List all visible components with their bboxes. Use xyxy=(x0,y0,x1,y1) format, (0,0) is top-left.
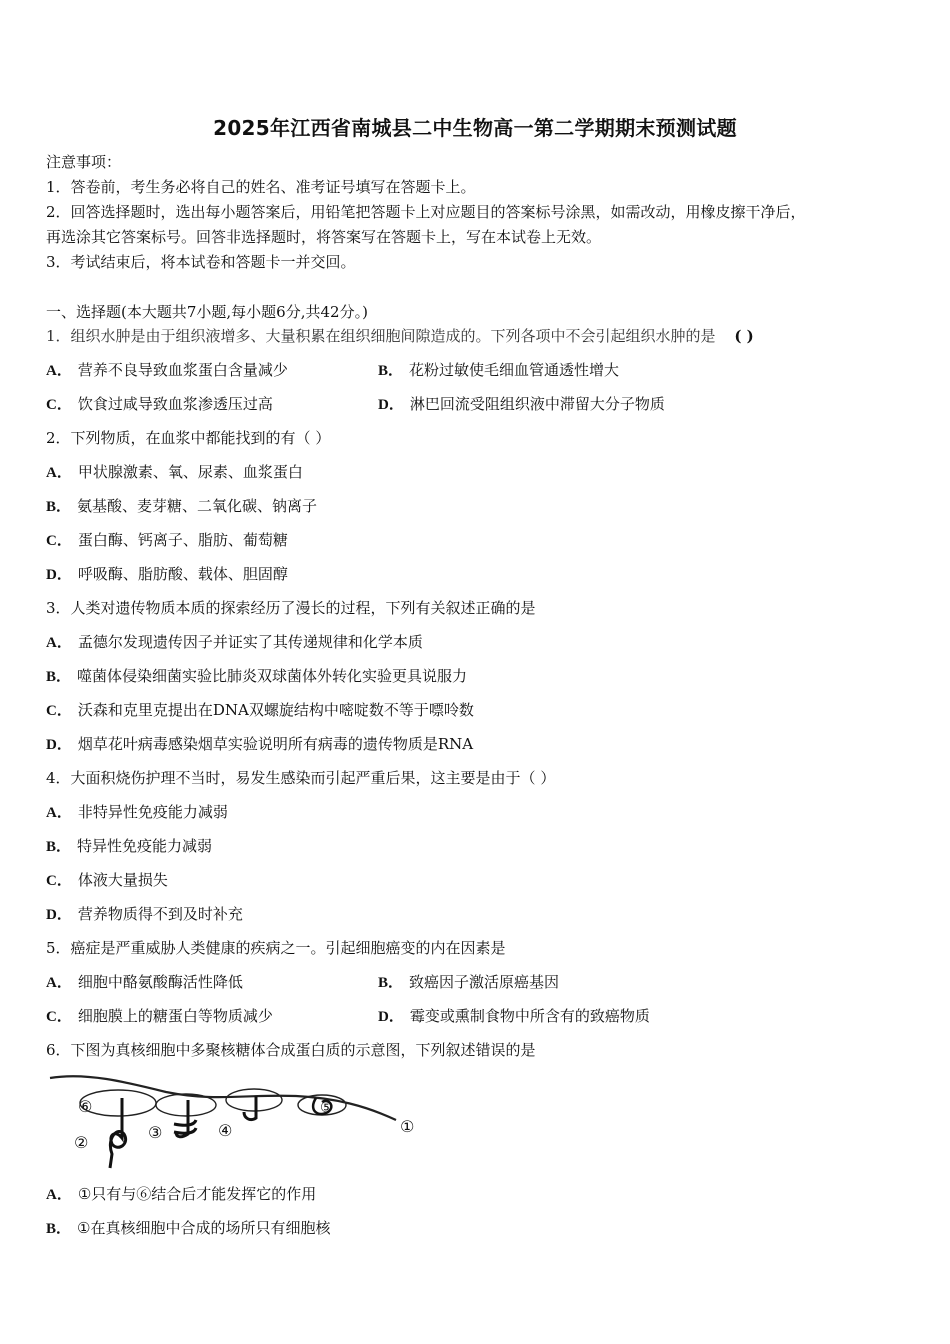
figure-label-2: ② xyxy=(74,1133,89,1152)
option-a[interactable]: A． ①只有与⑥结合后才能发挥它的作用 xyxy=(46,1185,317,1203)
option-b[interactable]: B． 花粉过敏使毛细血管通透性增大 xyxy=(378,361,620,379)
question-3-stem: 3．人类对遗传物质本质的探索经历了漫长的过程，下列有关叙述正确的是 xyxy=(46,599,536,617)
figure-label-3: ③ xyxy=(148,1123,163,1142)
option-b[interactable]: B． 特异性免疫能力减弱 xyxy=(46,837,213,855)
polyribosome-diagram xyxy=(46,1068,436,1174)
mrna-strand xyxy=(50,1076,396,1120)
figure-label-1: ① xyxy=(400,1117,415,1136)
option-d[interactable]: D． 呼吸酶、脂肪酸、载体、胆固醇 xyxy=(46,565,288,583)
option-c[interactable]: C． 体液大量损失 xyxy=(46,871,168,889)
option-c[interactable]: C． 饮食过咸导致血浆渗透压过高 xyxy=(46,395,273,413)
option-c[interactable]: C． 细胞膜上的糖蛋白等物质减少 xyxy=(46,1007,273,1025)
option-d[interactable]: D． 淋巴回流受阻组织液中滞留大分子物质 xyxy=(378,395,665,413)
question-5-options-row-1 xyxy=(46,972,906,993)
option-b[interactable]: B． 氨基酸、麦芽糖、二氧化碳、钠离子 xyxy=(46,497,318,515)
polypeptide-chain-4 xyxy=(244,1096,256,1120)
section-heading: 一、选择题(本大题共7小题,每小题6分,共42分。) xyxy=(46,303,368,321)
question-1-options-row-2 xyxy=(46,394,906,415)
ribosome-3 xyxy=(226,1089,282,1111)
option-a[interactable]: A． 营养不良导致血浆蛋白含量减少 xyxy=(46,361,288,379)
option-a[interactable]: A． 非特异性免疫能力减弱 xyxy=(46,803,228,821)
option-d[interactable]: D． 霉变或熏制食物中所含有的致癌物质 xyxy=(378,1007,650,1025)
figure-label-4: ④ xyxy=(218,1121,233,1140)
question-4-stem: 4．大面积烧伤护理不当时，易发生感染而引起严重后果，这主要是由于（ ） xyxy=(46,769,556,787)
option-c[interactable]: C． 沃森和克里克提出在DNA双螺旋结构中嘧啶数不等于嘌呤数 xyxy=(46,701,474,719)
option-d[interactable]: D． 烟草花叶病毒感染烟草实验说明所有病毒的遗传物质是RNA xyxy=(46,735,474,753)
question-1-stem xyxy=(46,326,754,346)
option-b[interactable]: B． ①在真核细胞中合成的场所只有细胞核 xyxy=(46,1219,331,1237)
option-b[interactable]: B． 致癌因子激活原癌基因 xyxy=(378,973,560,991)
question-1-text: 1．组织水肿是由于组织液增多、大量积累在组织细胞间隙造成的。下列各项中不会引起组织水肿的是 xyxy=(46,327,716,345)
polypeptide-chain-3 xyxy=(174,1100,196,1137)
question-1-answer-paren: ( ) xyxy=(734,327,754,345)
figure-label-6: ⑥ xyxy=(78,1097,93,1116)
notice-item-2-cont: 再选涂其它答案标号。回答非选择题时，将答案写在答题卡上，写在本试卷上无效。 xyxy=(46,228,602,246)
option-b[interactable]: B． 噬菌体侵染细菌实验比肺炎双球菌体外转化实验更具说服力 xyxy=(46,667,468,685)
option-a[interactable]: A． 孟德尔发现遗传因子并证实了其传递规律和化学本质 xyxy=(46,633,423,651)
page-title: 2025年江西省南城县二中生物高一第二学期期末预测试题 xyxy=(213,116,737,140)
option-d[interactable]: D． 营养物质得不到及时补充 xyxy=(46,905,243,923)
question-6-stem: 6．下图为真核细胞中多聚核糖体合成蛋白质的示意图，下列叙述错误的是 xyxy=(46,1041,536,1059)
option-c[interactable]: C． 蛋白酶、钙离子、脂肪、葡萄糖 xyxy=(46,531,288,549)
question-2-stem: 2．下列物质，在血浆中都能找到的有（ ） xyxy=(46,429,331,447)
ribosome-2 xyxy=(156,1094,216,1116)
figure-label-5: ⑤ xyxy=(320,1100,333,1116)
notice-heading: 注意事项： xyxy=(46,153,122,171)
notice-item-2: 2．回答选择题时，选出每小题答案后，用铅笔把答题卡上对应题目的答案标号涂黑，如需改动，用橡皮擦干净后， xyxy=(46,203,806,221)
option-a[interactable]: A． 细胞中酪氨酸酶活性降低 xyxy=(46,973,243,991)
notice-item-1: 1．答卷前，考生务必将自己的姓名、准考证号填写在答题卡上。 xyxy=(46,178,476,196)
question-5-stem: 5．癌症是严重威胁人类健康的疾病之一。引起细胞癌变的内在因素是 xyxy=(46,939,506,957)
polypeptide-chain-2 xyxy=(110,1098,126,1168)
question-5-options-row-2 xyxy=(46,1006,906,1027)
notice-item-3: 3．考试结束后，将本试卷和答题卡一并交回。 xyxy=(46,253,356,271)
option-a[interactable]: A． 甲状腺激素、氧、尿素、血浆蛋白 xyxy=(46,463,303,481)
question-1-options-row-1 xyxy=(46,360,906,381)
